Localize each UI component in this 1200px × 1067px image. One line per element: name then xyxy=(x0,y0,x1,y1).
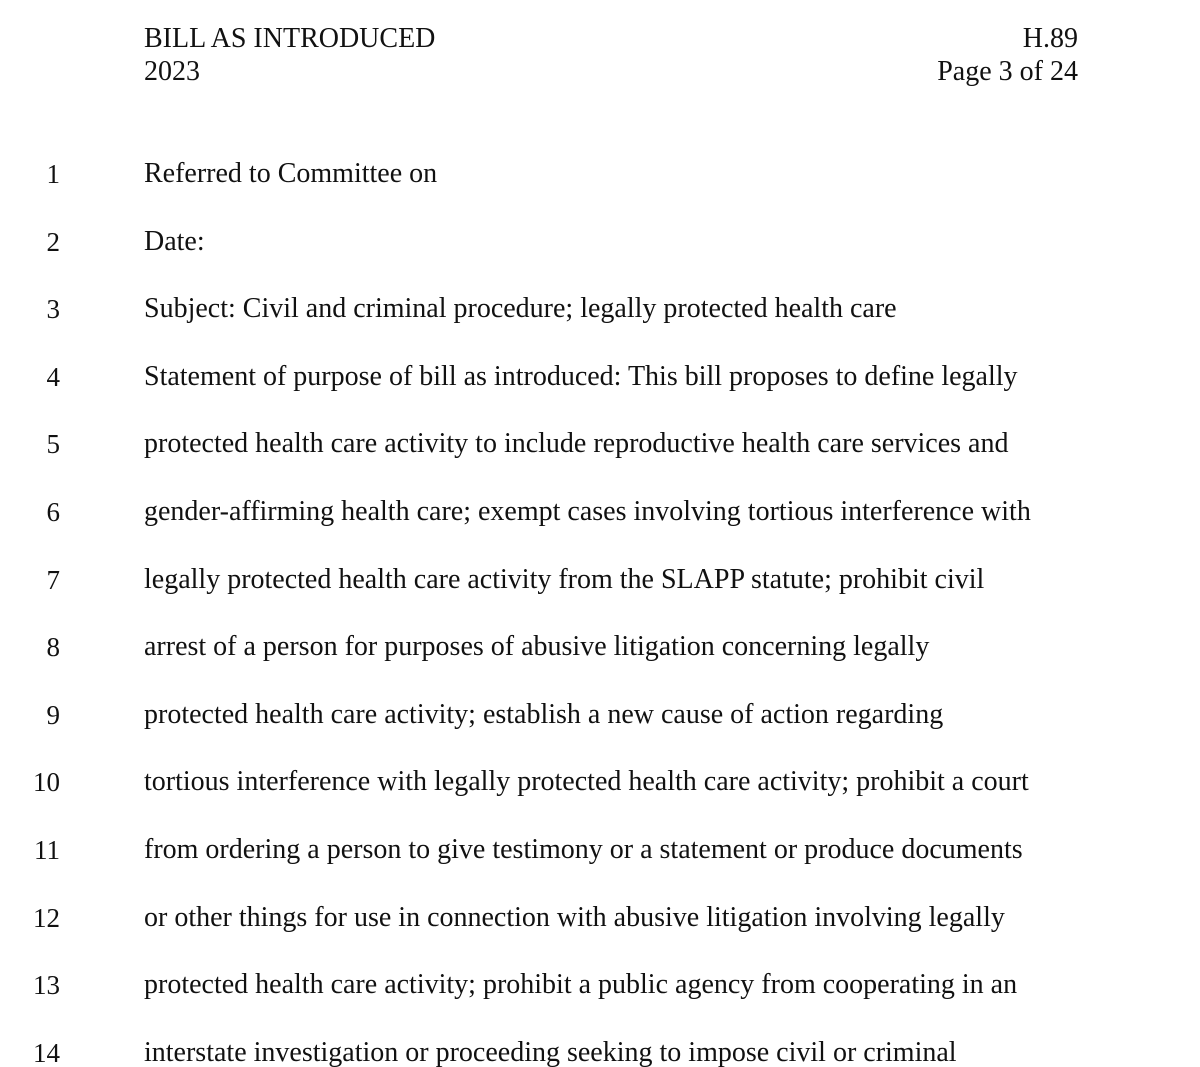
line-number: 5 xyxy=(46,429,60,460)
numbered-line xyxy=(0,223,1200,291)
line-text: interstate investigation or proceeding seeking to impose civil or criminal xyxy=(144,1036,957,1067)
line-text: Statement of purpose of bill as introduced: This bill proposes to define legally xyxy=(144,360,1018,392)
line-number: 8 xyxy=(46,632,60,663)
line-text: gender-affirming health care; exempt cases involving tortious interference with xyxy=(144,495,1031,527)
numbered-line xyxy=(0,358,1200,426)
numbered-line xyxy=(0,561,1200,629)
line-number: 9 xyxy=(46,699,60,730)
numbered-line xyxy=(0,696,1200,764)
line-number: 11 xyxy=(34,834,60,865)
line-text: arrest of a person for purposes of abusive litigation concerning legally xyxy=(144,631,930,663)
line-text: protected health care activity to include reproductive health care services and xyxy=(144,428,1009,460)
line-text: tortious interference with legally protected health care activity; prohibit a court xyxy=(144,766,1029,798)
bill-header-right xyxy=(937,22,1078,88)
numbered-line xyxy=(0,899,1200,967)
line-text: Date: xyxy=(144,225,205,257)
bill-status: BILL AS INTRODUCED xyxy=(144,23,436,54)
line-number: 12 xyxy=(33,902,60,933)
line-text: protected health care activity; prohibit a public agency from cooperating in an xyxy=(144,969,1018,1001)
numbered-line xyxy=(0,966,1200,1034)
line-number: 13 xyxy=(33,970,60,1001)
line-number: 4 xyxy=(46,361,60,392)
bill-header-left xyxy=(144,22,435,88)
line-number: 10 xyxy=(33,767,60,798)
line-text: Subject: Civil and criminal procedure; legally protected health care xyxy=(144,293,897,325)
line-text: or other things for use in connection with abusive litigation involving legally xyxy=(144,901,1005,933)
line-text: from ordering a person to give testimony or a statement or produce documents xyxy=(144,833,1023,865)
page-indicator: Page 3 of 24 xyxy=(937,56,1078,87)
line-number: 6 xyxy=(46,496,60,527)
numbered-line xyxy=(0,425,1200,493)
line-number: 14 xyxy=(33,1037,60,1067)
numbered-line xyxy=(0,155,1200,223)
numbered-line xyxy=(0,1034,1200,1067)
bill-number: H.89 xyxy=(1022,23,1078,54)
line-text: protected health care activity; establish a new cause of action regarding xyxy=(144,698,944,730)
numbered-line xyxy=(0,290,1200,358)
numbered-line xyxy=(0,763,1200,831)
line-text: Referred to Committee on xyxy=(144,158,438,189)
numbered-line xyxy=(0,628,1200,696)
numbered-line xyxy=(0,493,1200,561)
line-number: 7 xyxy=(46,564,60,595)
numbered-line xyxy=(0,831,1200,899)
line-number: 3 xyxy=(46,294,60,325)
line-number: 2 xyxy=(46,226,60,257)
numbered-lines xyxy=(0,155,1200,1067)
line-text: legally protected health care activity from the SLAPP statute; prohibit civil xyxy=(144,563,985,595)
bill-year: 2023 xyxy=(144,56,200,87)
line-number: 1 xyxy=(46,159,60,189)
